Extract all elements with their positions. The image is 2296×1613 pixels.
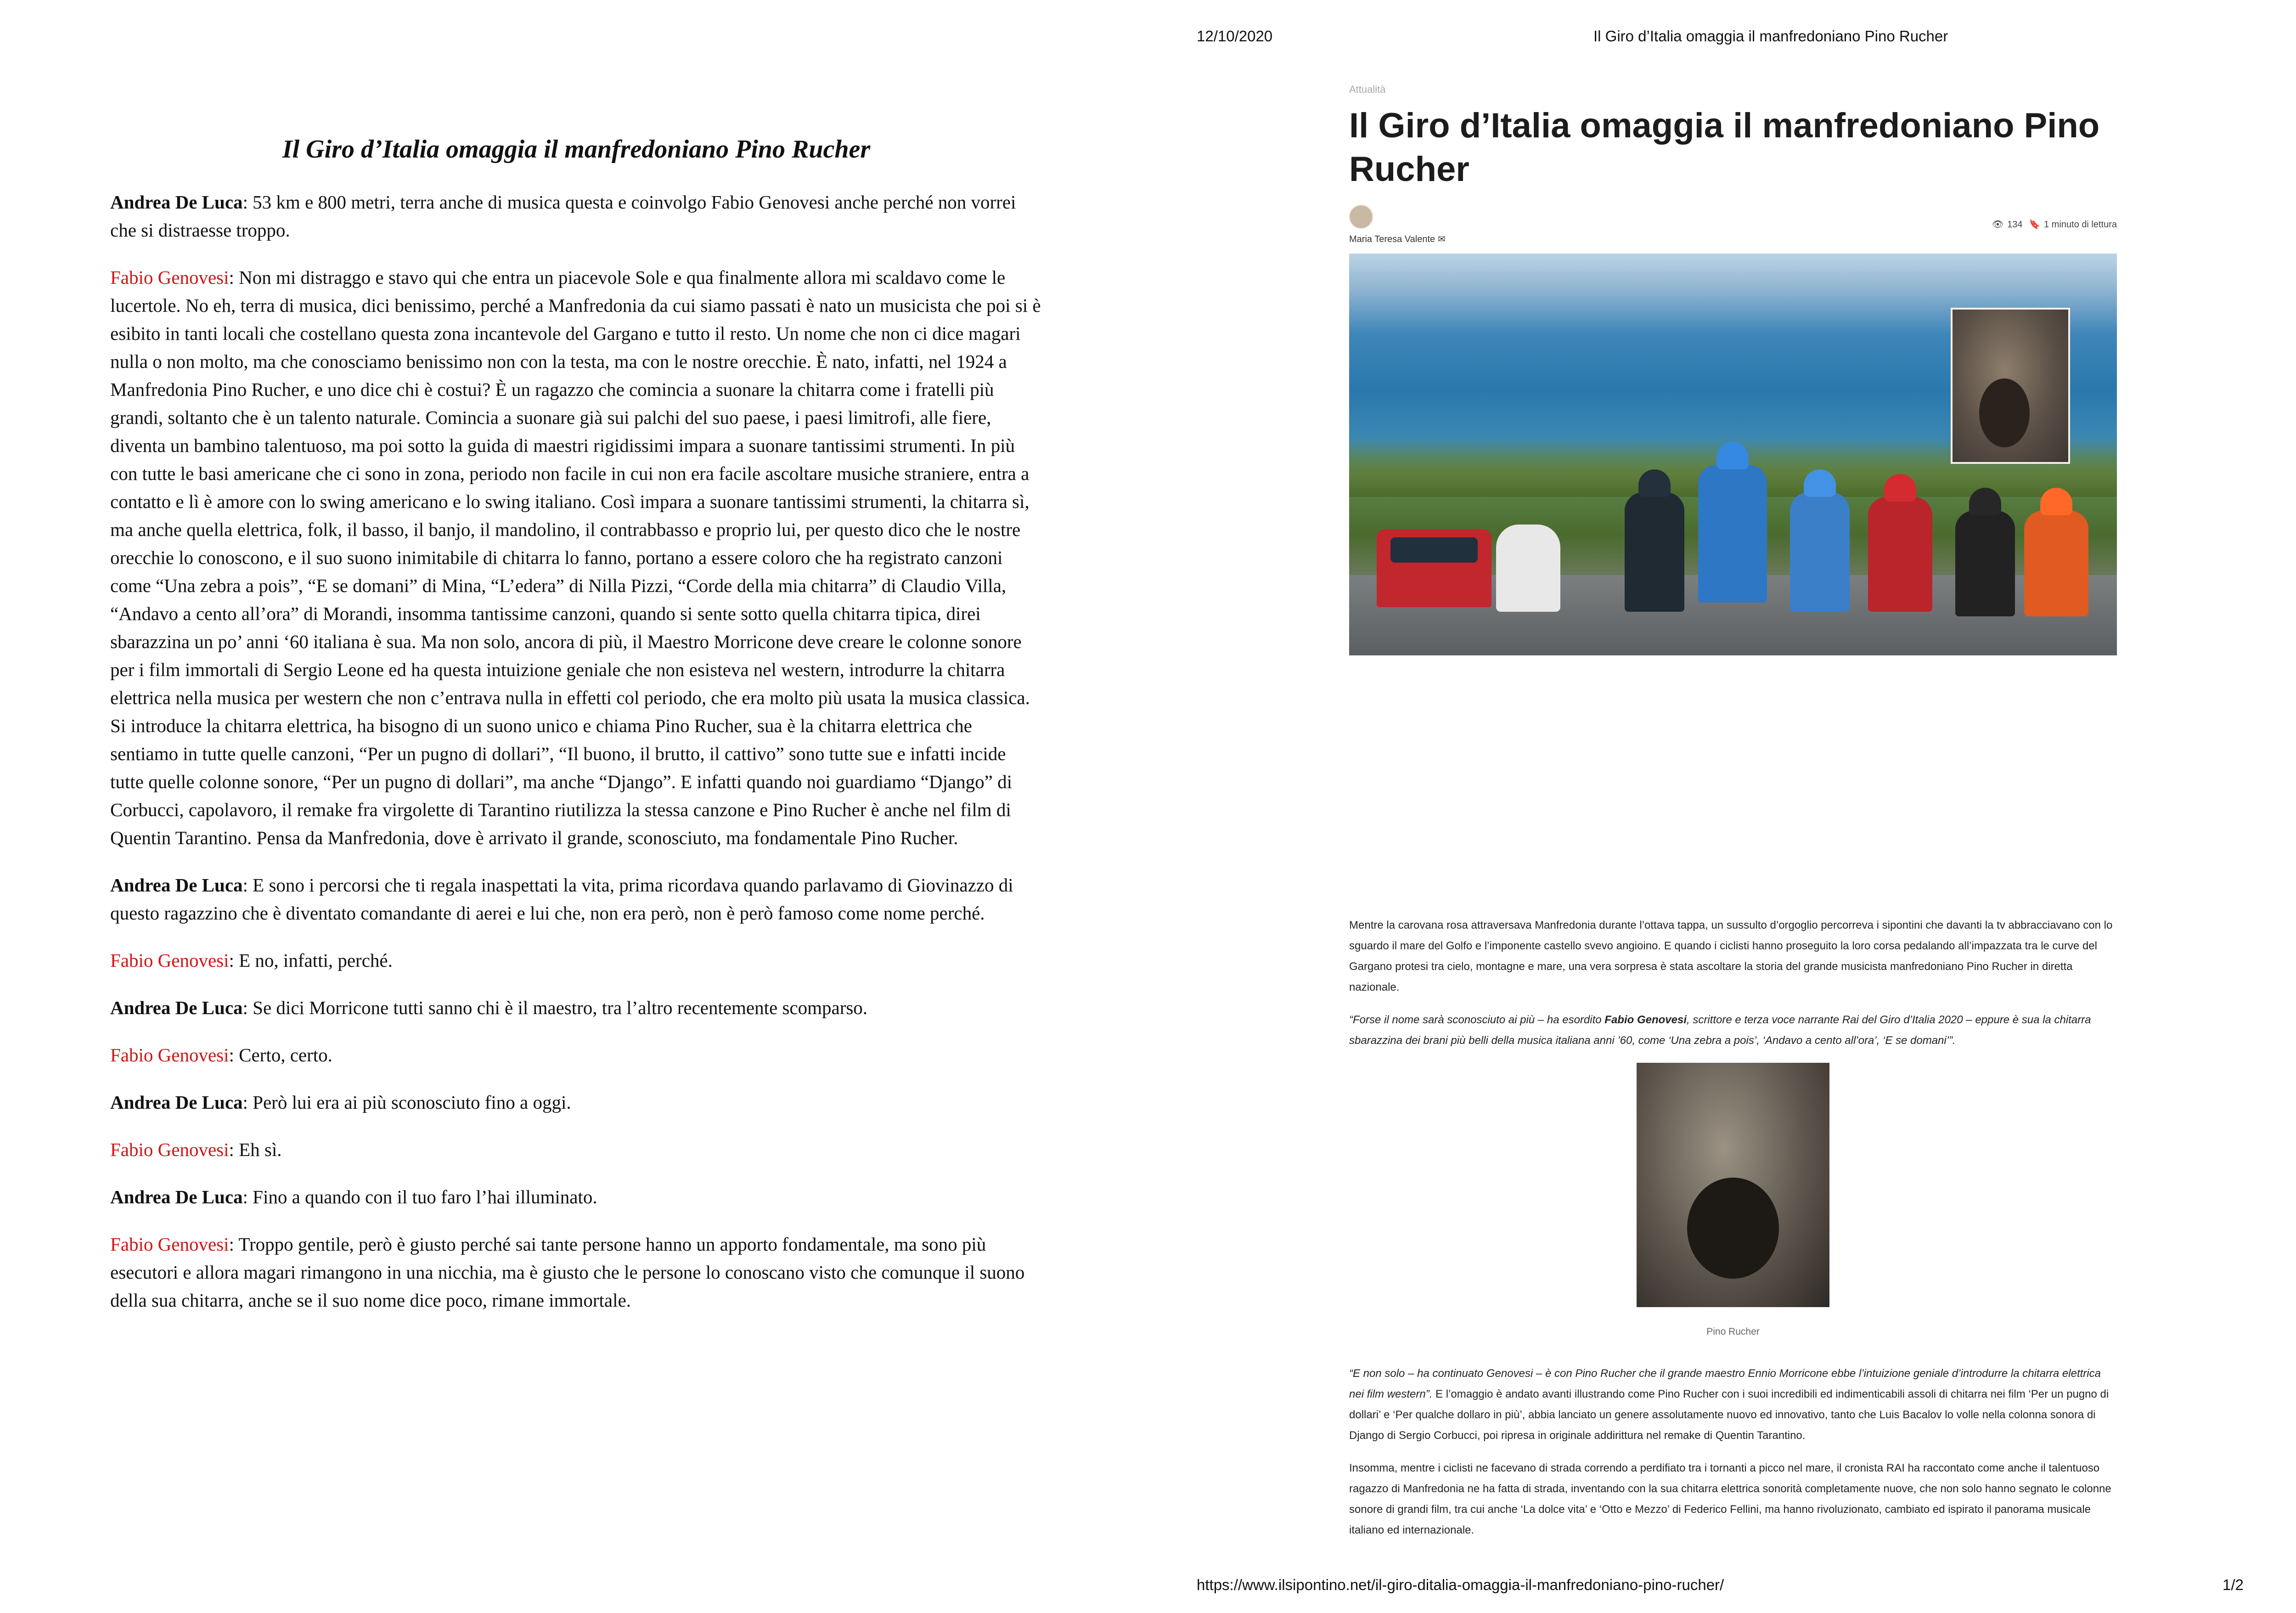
article-page-1 [1349, 84, 2117, 1552]
speaker-name: Andrea De Luca [110, 1186, 243, 1207]
hero-cyclist [1698, 465, 1767, 603]
transcript-line-text: : E sono i percorsi che ti regala inaspettati la vita, prima ricordava quando parlavamo di Giovinazzo di questo ragazzino che è diventato comandante di aerei e lui che, non era però, non è però famoso come nome perché. [110, 874, 1013, 924]
article-paragraph [1349, 1458, 2117, 1540]
transcript-line [110, 1183, 1042, 1211]
hero-cyclist [1790, 492, 1850, 612]
speaker-name: Fabio Genovesi [110, 1234, 229, 1255]
transcript-line-text: : Certo, certo. [229, 1044, 332, 1066]
mail-icon[interactable]: ✉ [1438, 234, 1446, 244]
article-paragraph [1349, 915, 2117, 998]
transcript-line [110, 1041, 1042, 1069]
speaker-name: Andrea De Luca [110, 997, 243, 1018]
hero-inset-guitarist-photo [1951, 308, 2070, 464]
speaker-name: Fabio Genovesi [110, 267, 229, 288]
transcript-line [110, 264, 1042, 852]
transcript-line-text: : Non mi distraggo e stavo qui che entra un piacevole Sole e qua finalmente allora mi scaldavo come le lucertole. No eh, terra di musica, dici benissimo, perché a Manfredonia da cui siamo passati è nato un musicista che poi si è esibito in tanti locali che costellano questa zona incantevole del Gargano e tutto il resto. Un nome che non ci dice magari nulla o non molto, ma che conosciamo benissimo non con la testa, ma con le nostre orecchie. È nato, infatti, nel 1924 a Manfredonia Pino Rucher, e uno dice chi è costui? È un ragazzo che comincia a suonare la chitarra come i fratelli più grandi, soltanto che è un talento naturale. Comincia a suonare già sui palchi del suo paese, i paesi limitrofi, alle fiere, diventa un bambino talentuoso, ma poi sotto la guida di maestri rigidissimi impara a suonare tantissimi strumenti. In più con tutte le basi americane che ci sono in zona, periodo non facile in cui non era facile ascoltare musiche straniere, entra a contatto e lì è amore con lo swing americano e lo swing italiano. Così impara a suonare tantissimi strumenti, la chitarra sì, ma anche quella elettrica, folk, il basso, il banjo, il mandolino, il contrabbasso e proprio lui, per questo dico che le nostre orecchie lo conoscono, e il suo suono inimitabile di chitarra lo fanno, portano a essere coloro che ha registrato canzoni come “Una zebra a pois”, “E se domani” di Mina, “L’edera” di Nilla Pizzi, “Corde della mia chitarra” di Claudio Villa, “Andavo a cento all’ora” di Morandi, insomma tantissime canzoni, quando si sente sotto quella chitarra tipica, direi sbarazzina un po’ anni ‘60 italiana è sua. Ma non solo, ancora di più, il Maestro Morricone deve creare le colonne sonore per i film immortali di Sergio Leone ed ha questa intuizione geniale che non esisteva nel western, introdurre la chitarra elettrica nella musica per western che non c’entrava nulla in effetti col periodo, che era molto più usata la musica classica. Si introduce la chitarra elettrica, ha bisogno di un suono unico e chiama Pino Rucher, sua è la chitarra elettrica che sentiamo in tutte quelle canzoni, “Per un pugno di dollari”, “Il buono, il brutto, il cattivo” sono tutte sue e infatti incide tutte quelle colonne sonore, “Per un pugno di dollari”, ma anche “Django”. E infatti quando noi guardiamo “Django” di Corbucci, capolavoro, il remake fra virgolette di Tarantino riutilizza la stessa canzone e Pino Rucher è anche nel film di Quentin Tarantino. Pensa da Manfredonia, dove è arrivato il grande, sconosciuto, ma fondamentale Pino Rucher. [110, 267, 1041, 848]
author-name-text: Maria Teresa Valente [1349, 234, 1435, 244]
transcript-line [110, 947, 1042, 975]
hero-team-car [1377, 529, 1491, 607]
transcript-line [110, 188, 1042, 244]
author-avatar[interactable] [1349, 205, 1373, 229]
transcript-line-text: : E no, infatti, perché. [229, 950, 393, 971]
transcript-line-text: : Fino a quando con il tuo faro l’hai illuminato. [242, 1186, 597, 1207]
quote-text: “E non solo – ha continuato Genovesi – è con Pino Rucher che il grande maestro Ennio Morricone ebbe l’intuizione geniale d’introdurre la chitarra elettrica nei film western”. [1349, 1367, 2101, 1400]
transcript-line-text: : Eh sì. [229, 1139, 282, 1160]
hero-cyclist [2024, 511, 2088, 616]
article-paragraph-text: E l’omaggio è andato avanti illustrando come Pino Rucher con i suoi incredibili ed indimenticabili assoli di chitarra nei film ‘Per un pugno di dollari’ e ‘Per qualche dollaro in più’, abbia lanciato un genere assolutamente nuovo ed innovativo, tanto che Luis Bacalov lo volle nella colonna sonora di Django di Sergio Corbucci, poi ripresa in originale addirittura nel remake di Quentin Tarantino. [1349, 1388, 2109, 1442]
figure-caption: Pino Rucher [1706, 1326, 1760, 1337]
hero-motorbike [1496, 525, 1560, 612]
transcript-line [110, 1136, 1042, 1164]
print-date: 12/10/2020 [1197, 28, 1273, 45]
speaker-name: Fabio Genovesi [110, 1139, 229, 1160]
article-stats [1988, 219, 2117, 230]
transcript-line [110, 1230, 1042, 1314]
print-page-number: 1/2 [2223, 1576, 2244, 1593]
hero-image [1349, 254, 2117, 655]
transcript-line-text: : Se dici Morricone tutti sanno chi è il maestro, tra l’altro recentemente scomparso. [242, 997, 868, 1018]
speaker-name: Fabio Genovesi [110, 950, 229, 971]
speaker-name: Andrea De Luca [110, 192, 243, 213]
transcript-line [110, 1088, 1042, 1117]
print-doc-title: Il Giro d’Italia omaggia il manfredoniano Pino Rucher [1593, 28, 1948, 45]
transcript-line-text: : Troppo gentile, però è giusto perché sai tante persone hanno un apporto fondamentale, ma sono più esecutori e allora magari rimangono in una nicchia, ma è giusto che le persone lo conoscano visto che comunque il suono della sua chitarra, anche se il suo nome dice poco, rimane immortale. [110, 1234, 1025, 1311]
pino-rucher-photo [1637, 1063, 1829, 1307]
article-paragraph-text: Mentre la carovana rosa attraversava Manfredonia durante l’ottava tappa, un sussulto d’orgoglio percorreva i sipontini che davanti la tv abbracciavano con lo sguardo il mare del Golfo e l’imponente castello svevo angioino. E quando i ciclisti hanno proseguito la loro corsa pedalando all’impazzata tra le curve del Gargano protesi tra cielo, montagne e mare, una vera sorpresa è stata ascoltare la storia del grande musicista manfredoniano Pino Rucher in diretta nazionale. [1349, 919, 2113, 993]
quote-text: , scrittore e terza voce narrante Rai del Giro d’Italia 2020 – eppure è sua la chitarra sbarazzina dei brani più belli della musica italiana anni ’60, come ‘Una zebra a pois’, ‘Andavo a cento all’ora’, ‘E se domani’”. [1349, 1014, 2091, 1047]
figure-pino-rucher [1349, 1063, 2117, 1342]
transcript-line-text: : Però lui era ai più sconosciuto fino a oggi. [242, 1092, 571, 1113]
hero-cyclist [1625, 492, 1684, 612]
article-paragraph [1349, 1363, 2117, 1446]
article-meta [1349, 205, 2117, 242]
author-name[interactable] [1349, 233, 1446, 245]
article-paragraph-text: Insomma, mentre i ciclisti ne facevano di strada correndo a perdifiato tra i tornanti a picco nel mare, il cronista RAI ha raccontato come anche il talentuoso ragazzo di Manfredonia ne ha fatta di strada, inventando con la sua chitarra elettrica sonorità completamente nuove, che non solo hanno segnato le colonne sonore di grandi film, tra cui anche ‘La dolce vita’ e ‘Otto e Mezzo’ di Federico Fellini, ma hanno rivoluzionato, cambiato ed ispirato il panorama musicale italiano ed internazionale. [1349, 1462, 2111, 1536]
speaker-name: Andrea De Luca [110, 874, 243, 896]
views-count: 134 [2007, 220, 2023, 230]
transcript-line [110, 994, 1042, 1022]
article-paragraph [1349, 1010, 2117, 1051]
eye-icon: 👁 [1992, 220, 2004, 230]
quote-text: “Forse il nome sarà sconosciuto ai più – ha esordito [1349, 1014, 1605, 1026]
transcript-line [110, 871, 1042, 927]
read-time: 1 minuto di lettura [2044, 220, 2117, 230]
transcript-title: Il Giro d’Italia omaggia il manfredoniano Pino Rucher [282, 135, 871, 164]
transcript-lines [110, 188, 1042, 1314]
transcript-page [110, 133, 1042, 1334]
article-body [1349, 915, 2117, 1540]
transcript-line-text: : 53 km e 800 metri, terra anche di musica questa e coinvolgo Fabio Genovesi anche perché non vorrei che si distraesse troppo. [110, 192, 1016, 241]
category-link[interactable]: Attualità [1349, 84, 1386, 95]
print-url[interactable]: https://www.ilsipontino.net/il-giro-ditalia-omaggia-il-manfredoniano-pino-rucher/ [1197, 1576, 1724, 1593]
hero-cyclist [1868, 497, 1932, 612]
quote-name: Fabio Genovesi [1604, 1014, 1687, 1026]
hero-cyclist [1955, 511, 2015, 616]
speaker-name: Andrea De Luca [110, 1092, 243, 1113]
article-title: Il Giro d’Italia omaggia il manfredoniano Pino Rucher [1349, 106, 2100, 189]
bookmark-icon: 🔖 [2029, 220, 2041, 230]
speaker-name: Fabio Genovesi [110, 1044, 229, 1066]
